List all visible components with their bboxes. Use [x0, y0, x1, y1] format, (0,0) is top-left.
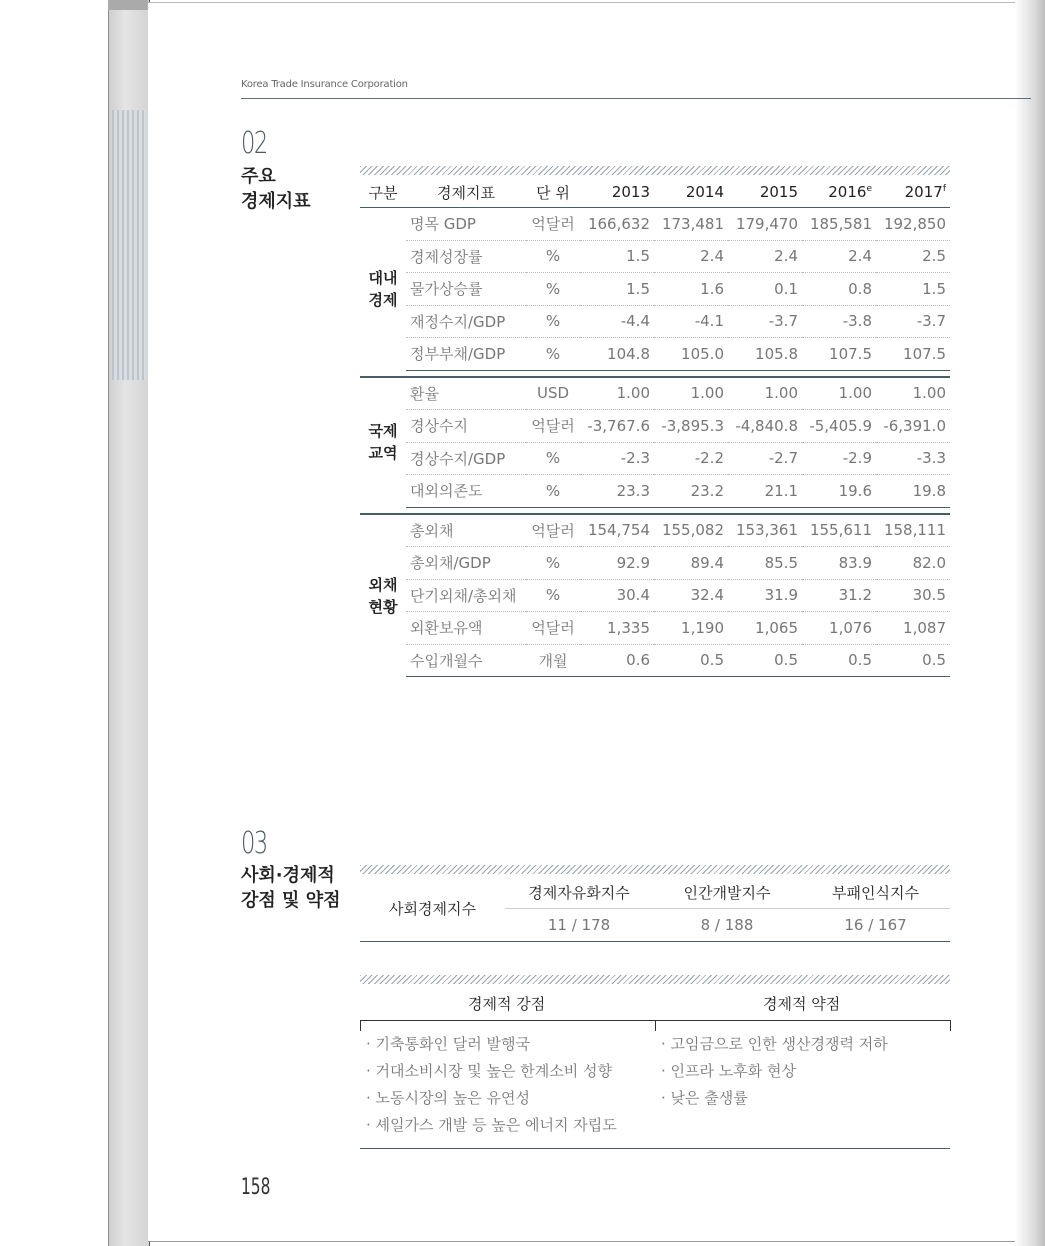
list-item: · 거대소비시장 및 높은 한계소비 성향: [366, 1062, 612, 1080]
unit-cell: %: [526, 338, 580, 371]
group-label-line: 경제: [368, 291, 398, 309]
value-cell: 1,065: [728, 612, 802, 645]
table-row: [360, 442, 950, 475]
column-header: 경제자유화지수: [505, 876, 653, 909]
value-cell: 0.8: [802, 273, 876, 306]
indicator-name: 경상수지: [406, 410, 526, 443]
list-item: · 낮은 출생률: [661, 1089, 748, 1107]
unit-cell: %: [526, 273, 580, 306]
group-label-line: 교역: [368, 444, 398, 463]
value-cell: 1.5: [580, 240, 654, 273]
page-number: 158: [241, 1175, 271, 1200]
value-cell: 2.4: [802, 240, 876, 273]
value-cell: 1.00: [728, 377, 802, 410]
value-cell: -5,405.9: [802, 410, 876, 443]
running-header: Korea Trade Insurance Corporation: [241, 79, 408, 90]
section-title-line: 주요: [241, 166, 276, 187]
unit-cell: %: [526, 475, 580, 508]
value-cell: 23.2: [654, 475, 728, 508]
indicator-name: 총외채/GDP: [406, 547, 526, 580]
value-cell: 158,111: [876, 514, 950, 547]
value-cell: -3.7: [728, 305, 802, 338]
social-economic-index-table: [360, 876, 950, 942]
indicator-name: 단기외채/총외채: [406, 579, 526, 612]
table-hatch-bar: [360, 166, 950, 175]
value-cell: 92.9: [580, 547, 654, 580]
strength-weakness-header: [360, 993, 950, 1019]
value-cell: 2.4: [654, 240, 728, 273]
column-header-2017: [876, 177, 950, 208]
unit-cell: USD: [526, 377, 580, 410]
indicator-name: 경제성장률: [406, 240, 526, 273]
forecast-mark: f: [942, 184, 946, 194]
indicator-name: 명목 GDP: [406, 208, 526, 241]
value-cell: 154,754: [580, 514, 654, 547]
value-cell: 23.3: [580, 475, 654, 508]
value-cell: -3,895.3: [654, 410, 728, 443]
section-title-02: [241, 164, 311, 214]
unit-cell: %: [526, 240, 580, 273]
column-header: 2014: [654, 177, 728, 208]
table-cell: 8 / 188: [653, 909, 801, 942]
value-cell: 32.4: [654, 579, 728, 612]
value-cell: 185,581: [802, 208, 876, 241]
value-cell: -2.2: [654, 442, 728, 475]
value-cell: 19.6: [802, 475, 876, 508]
value-cell: 1.5: [876, 273, 950, 306]
value-cell: 1.00: [580, 377, 654, 410]
table-row: [360, 208, 950, 241]
spine-pattern: [112, 110, 146, 380]
value-cell: 192,850: [876, 208, 950, 241]
unit-cell: %: [526, 305, 580, 338]
header-rule: [241, 98, 1031, 99]
group-label-line: 대내: [368, 269, 398, 287]
table-hatch-bar: [360, 865, 950, 874]
table-row: [360, 475, 950, 508]
weakness-title: 경제적 약점: [763, 995, 841, 1013]
value-cell: 166,632: [580, 208, 654, 241]
value-cell: 1,335: [580, 612, 654, 645]
column-header-2016: [802, 177, 876, 208]
table-row: [360, 547, 950, 580]
value-cell: -2.9: [802, 442, 876, 475]
table-row: [360, 377, 950, 410]
economic-indicators-table: [360, 177, 950, 677]
column-header: 구분: [360, 177, 406, 208]
table-row: [360, 240, 950, 273]
value-cell: 0.5: [802, 644, 876, 677]
section-title-line: 사회·경제적: [241, 865, 335, 886]
indicator-name: 물가상승률: [406, 273, 526, 306]
table-cell: 11 / 178: [505, 909, 653, 942]
value-cell: 0.5: [876, 644, 950, 677]
list-item: · 인프라 노후화 현상: [661, 1062, 796, 1080]
table-row: [360, 644, 950, 677]
value-cell: 179,470: [728, 208, 802, 241]
unit-cell: 억달러: [526, 612, 580, 645]
value-cell: -4.1: [654, 305, 728, 338]
value-cell: 30.4: [580, 579, 654, 612]
unit-cell: %: [526, 547, 580, 580]
page-edge-shadow: [1015, 0, 1045, 1246]
value-cell: 104.8: [580, 338, 654, 371]
value-cell: 1.00: [654, 377, 728, 410]
value-cell: 1.6: [654, 273, 728, 306]
column-header: 2015: [728, 177, 802, 208]
group-label: [360, 514, 406, 677]
unit-cell: 개월: [526, 644, 580, 677]
economic-indicators-body: [360, 208, 950, 677]
indicator-name: 대외의존도: [406, 475, 526, 508]
unit-cell: 억달러: [526, 410, 580, 443]
value-cell: 155,082: [654, 514, 728, 547]
value-cell: 1.00: [802, 377, 876, 410]
unit-cell: %: [526, 442, 580, 475]
value-cell: 2.4: [728, 240, 802, 273]
value-cell: 31.9: [728, 579, 802, 612]
table-row: [360, 579, 950, 612]
value-cell: -4.4: [580, 305, 654, 338]
value-cell: -3,767.6: [580, 410, 654, 443]
value-cell: 155,611: [802, 514, 876, 547]
unit-cell: 억달러: [526, 514, 580, 547]
value-cell: -3.8: [802, 305, 876, 338]
value-cell: -3.3: [876, 442, 950, 475]
value-cell: -4,840.8: [728, 410, 802, 443]
unit-cell: %: [526, 579, 580, 612]
section-title-line: 강점 및 약점: [241, 890, 341, 911]
table-row: [360, 273, 950, 306]
spine-cap: [108, 0, 148, 10]
value-cell: 31.2: [802, 579, 876, 612]
group-label-line: 현황: [368, 597, 398, 616]
table-bottom-rule: [360, 1148, 950, 1149]
value-cell: 1,076: [802, 612, 876, 645]
value-cell: 1.5: [580, 273, 654, 306]
value-cell: 0.5: [654, 644, 728, 677]
value-cell: 2.5: [876, 240, 950, 273]
indicator-name: 재정수지/GDP: [406, 305, 526, 338]
value-cell: 153,361: [728, 514, 802, 547]
column-header: 부패인식지수: [801, 876, 950, 909]
column-header: 2013: [580, 177, 654, 208]
year-label: 2017: [904, 183, 943, 201]
indicator-name: 외환보유액: [406, 612, 526, 645]
indicator-name: 총외채: [406, 514, 526, 547]
value-cell: 105.0: [654, 338, 728, 371]
value-cell: 0.6: [580, 644, 654, 677]
value-cell: 1,087: [876, 612, 950, 645]
value-cell: 30.5: [876, 579, 950, 612]
value-cell: 89.4: [654, 547, 728, 580]
table-row: [360, 338, 950, 371]
indicator-name: 환율: [406, 377, 526, 410]
list-item: · 기축통화인 달러 발행국: [366, 1035, 530, 1053]
strength-title: 경제적 강점: [468, 995, 546, 1013]
section-number-03: 03: [241, 826, 267, 861]
table-header-row: [360, 177, 950, 208]
value-cell: 19.8: [876, 475, 950, 508]
table-hatch-bar: [360, 975, 950, 984]
table-header-row: [360, 876, 950, 909]
weakness-bracket: [655, 1020, 951, 1031]
column-header: 단 위: [526, 177, 580, 208]
strength-list: [366, 1034, 617, 1142]
strength-bracket: [360, 1020, 656, 1031]
indicator-name: 수입개월수: [406, 644, 526, 677]
unit-cell: 억달러: [526, 208, 580, 241]
value-cell: 107.5: [876, 338, 950, 371]
value-cell: 83.9: [802, 547, 876, 580]
value-cell: -2.7: [728, 442, 802, 475]
value-cell: 1,190: [654, 612, 728, 645]
row-label: 사회경제지수: [360, 876, 505, 942]
list-item: · 노동시장의 높은 유연성: [366, 1089, 530, 1107]
group-label: [360, 377, 406, 508]
table-row: [360, 612, 950, 645]
section-number-02: 02: [241, 126, 267, 161]
value-cell: 21.1: [728, 475, 802, 508]
column-header: 경제지표: [406, 177, 526, 208]
value-cell: 107.5: [802, 338, 876, 371]
value-cell: -6,391.0: [876, 410, 950, 443]
value-cell: 85.5: [728, 547, 802, 580]
table-cell: 16 / 167: [801, 909, 950, 942]
value-cell: 0.1: [728, 273, 802, 306]
estimate-mark: e: [866, 184, 872, 194]
table-row: [360, 410, 950, 443]
value-cell: 173,481: [654, 208, 728, 241]
list-item: · 셰일가스 개발 등 높은 에너지 자립도: [366, 1116, 617, 1134]
value-cell: -3.7: [876, 305, 950, 338]
weakness-list: [661, 1034, 888, 1115]
table-row: [360, 305, 950, 338]
indicator-name: 정부부채/GDP: [406, 338, 526, 371]
value-cell: 1.00: [876, 377, 950, 410]
table-row: [360, 514, 950, 547]
group-label: [360, 208, 406, 371]
column-header: 인간개발지수: [653, 876, 801, 909]
year-label: 2016: [828, 183, 867, 201]
section-title-line: 경제지표: [241, 191, 311, 212]
value-cell: 82.0: [876, 547, 950, 580]
group-label-line: 국제: [368, 422, 398, 441]
value-cell: 0.5: [728, 644, 802, 677]
section-title-03: [241, 863, 340, 913]
value-cell: 105.8: [728, 338, 802, 371]
group-label-line: 외채: [368, 575, 398, 594]
list-item: · 고임금으로 인한 생산경쟁력 저하: [661, 1035, 888, 1053]
value-cell: -2.3: [580, 442, 654, 475]
indicator-name: 경상수지/GDP: [406, 442, 526, 475]
